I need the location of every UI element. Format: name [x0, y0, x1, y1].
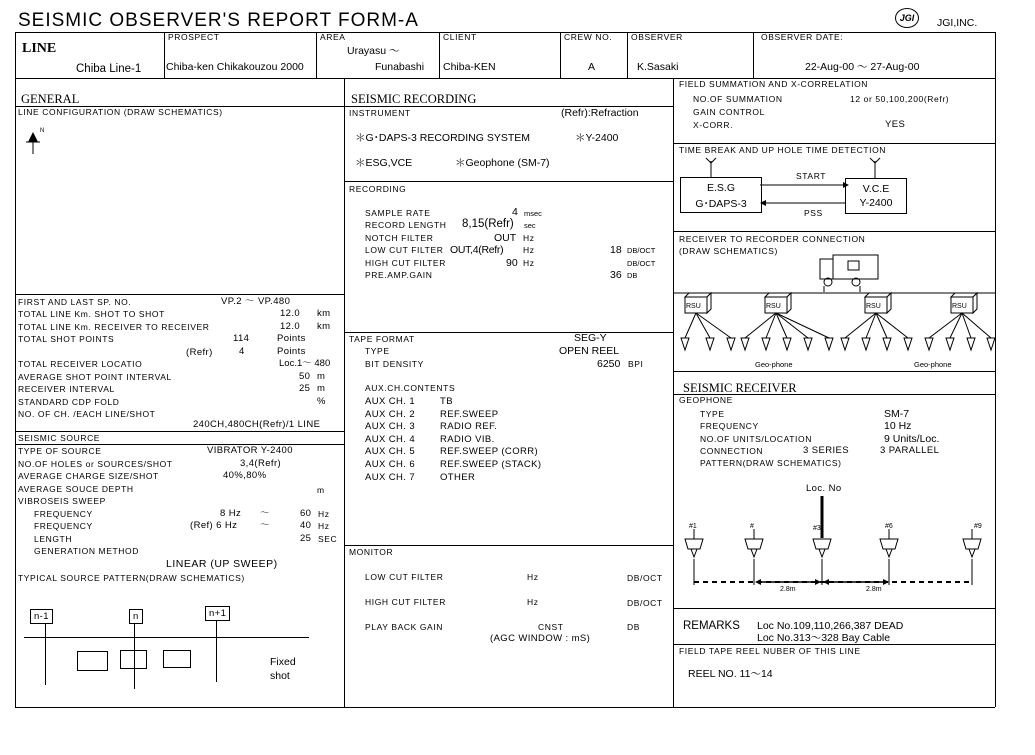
aux-channel-value: RADIO REF. — [440, 421, 498, 433]
freq-label: FREQUENCY — [34, 509, 93, 519]
general-row-value: 4 — [239, 346, 245, 357]
aux-channel-name: AUX CH. 7 — [365, 471, 416, 483]
geophone-1-label: #1 — [689, 523, 697, 530]
nsum-value: 12 or 50,100,200(Refr) — [850, 94, 950, 104]
receiver-schematic — [673, 250, 995, 372]
remarks-label: REMARKS — [683, 620, 740, 632]
pss-label: PSS — [804, 208, 823, 218]
bit-density-unit: BPI — [628, 359, 644, 369]
rcv-freq-label: FREQUENCY — [700, 421, 759, 431]
lowcut-dbunit: DB/OCT — [627, 246, 656, 255]
notch-label: NOTCH FILTER — [365, 233, 434, 243]
esg-sub: G･DAPS-3 — [695, 198, 747, 210]
general-row-label: NO. OF CH. /EACH LINE/SHOT — [18, 409, 156, 419]
gain-label: GAIN CONTROL — [693, 107, 765, 117]
freq-from: 8 Hz — [220, 508, 242, 519]
tape-format-label: TAPE FORMAT — [349, 334, 415, 344]
geophone-label-1: Geo-phone — [755, 360, 793, 369]
mon-highcut-label: HIGH CUT FILTER — [365, 597, 446, 607]
rec-length-unit: sec — [524, 221, 536, 230]
mon-highcut-db: DB/OCT — [627, 598, 663, 608]
receiver-conn-sub: (DRAW SCHEMATICS) — [679, 246, 778, 256]
aux-channel-value: RADIO VIB. — [440, 433, 495, 445]
notch-unit: Hz — [523, 233, 535, 243]
freq-to: 60 — [300, 508, 312, 519]
highcut-dbunit: DB/OCT — [627, 259, 656, 268]
geophone-label-2: Geo-phone — [914, 360, 952, 369]
freq-unit: Hz — [318, 509, 330, 519]
sweep-label: VIBROSEIS SWEEP — [18, 496, 106, 506]
vce-sub: Y-2400 — [859, 197, 893, 209]
reel-value: REEL NO. 11～14 — [688, 668, 773, 680]
inst-4: ＊Geophone (SM-7) — [455, 157, 550, 169]
aux-channel-value: TB — [440, 396, 453, 407]
bit-density-value: 6250 — [597, 358, 621, 370]
length-value: 25 — [300, 533, 312, 544]
aux-title: AUX.CH.CONTENTS — [365, 383, 456, 393]
highcut-unit: Hz — [523, 258, 535, 268]
source-box-3 — [163, 650, 191, 668]
company-name: JGI,INC. — [937, 17, 978, 29]
gen-method-value: LINEAR (UP SWEEP) — [166, 558, 278, 570]
holes-value: 3,4(Refr) — [240, 458, 282, 469]
holes-label: NO.OF HOLES or SOURCES/SHOT — [18, 459, 173, 469]
rsu-2: RSU — [766, 303, 781, 310]
geophone-section-label: GEOPHONE — [679, 395, 733, 405]
aux-channel-name: AUX CH. 6 — [365, 459, 416, 470]
rsu-1: RSU — [686, 303, 701, 310]
general-row-value: Loc.1～ 480 — [279, 358, 331, 369]
general-row-unit: km — [317, 308, 331, 319]
distance-1: 2.8m — [780, 586, 796, 593]
fixed-label-2: shot — [270, 670, 290, 682]
prospect-label: PROSPECT — [168, 32, 220, 42]
lowcut-db: 18 — [610, 244, 622, 256]
freq-tilde: ～ — [260, 508, 270, 519]
tape-format-value: SEG-Y — [574, 332, 607, 344]
lowcut-unit: Hz — [523, 245, 535, 255]
remarks-line-2: Loc No.313～328 Bay Cable — [757, 632, 891, 644]
crew-value: A — [588, 61, 596, 73]
mon-lowcut-unit: Hz — [527, 572, 539, 582]
client-label: CLIENT — [443, 32, 477, 42]
gen-method-label: GENERATION METHOD — [34, 546, 139, 556]
playback-label: PLAY BACK GAIN — [365, 622, 444, 632]
source-box-1 — [77, 651, 108, 671]
prospect-value: Chiba-ken Chikakouzou 2000 — [166, 62, 304, 73]
form-title: SEISMIC OBSERVER'S REPORT FORM-A — [18, 10, 419, 31]
rcv-type-value: SM-7 — [884, 408, 910, 420]
xcorr-label: X-CORR. — [693, 120, 734, 130]
instrument-label: INSTRUMENT — [349, 108, 411, 118]
rcv-units-value: 9 Units/Loc. — [884, 433, 940, 445]
general-row-label: (Refr) — [186, 347, 213, 358]
general-row-label: AVERAGE SHOT POINT INTERVAL — [18, 372, 172, 382]
summation-title: FIELD SUMMATION AND X-CORRELATION — [679, 79, 869, 89]
aux-channel-value: REF.SWEEP (CORR) — [440, 446, 539, 458]
area-value-2: Funabashi — [375, 61, 425, 73]
geophone-pattern — [673, 493, 995, 593]
receiver-conn-title: RECEIVER TO RECORDER CONNECTION — [679, 234, 866, 244]
recording-title: SEISMIC RECORDING — [351, 92, 477, 106]
agc-window: (AGC WINDOW : mS) — [490, 633, 591, 644]
receiver-title: SEISMIC RECEIVER — [683, 381, 797, 395]
fixed-label-1: Fixed — [270, 656, 296, 668]
rcv-conn-parallel: 3 PARALLEL — [880, 445, 940, 456]
general-row-unit: km — [317, 321, 331, 332]
general-row-value: 50 — [299, 371, 311, 382]
general-row-label: TOTAL LINE Km. SHOT TO SHOT — [18, 309, 165, 319]
freq2-label: FREQUENCY — [34, 521, 93, 531]
general-row-label: TOTAL SHOT POINTS — [18, 334, 115, 344]
inst-2: ＊Y-2400 — [575, 132, 619, 144]
tape-type-value: OPEN REEL — [559, 345, 620, 357]
general-row-label: FIRST AND LAST SP. NO. — [18, 297, 132, 307]
lowcut-label: LOW CUT FILTER — [365, 245, 444, 255]
timebreak-title: TIME BREAK AND UP HOLE TIME DETECTION — [679, 145, 887, 155]
jgi-logo: JGI — [895, 8, 919, 28]
refr-note: (Refr):Refraction — [561, 107, 639, 119]
highcut-value: 90 — [506, 257, 518, 269]
aux-channel-value: REF.SWEEP — [440, 408, 499, 420]
source-title: SEISMIC SOURCE — [18, 433, 101, 443]
rec-length-label: RECORD LENGTH — [365, 220, 447, 230]
sample-unit: msec — [524, 209, 542, 218]
charge-label: AVERAGE CHARGE SIZE/SHOT — [18, 471, 159, 481]
rcv-units-label: NO.OF UNITS/LOCATION — [700, 434, 812, 444]
rsu-4: RSU — [952, 303, 967, 310]
sample-label: SAMPLE RATE — [365, 208, 431, 218]
source-type-value: VIBRATOR Y-2400 — [207, 445, 293, 456]
freq2-tilde: ～ — [260, 520, 270, 531]
general-row-label: TOTAL RECEIVER LOCATIO — [18, 360, 143, 369]
rcv-conn-series: 3 SERIES — [803, 445, 849, 456]
channels-value: 240CH,480CH(Refr)/1 LINE — [193, 419, 321, 430]
charge-value: 40%,80% — [223, 470, 267, 481]
aux-channel-name: AUX CH. 1 — [365, 396, 416, 407]
notch-value: OUT — [494, 232, 517, 244]
aux-channel-name: AUX CH. 3 — [365, 421, 416, 433]
rec-length-value: 8,15(Refr) — [462, 218, 514, 230]
length-unit: SEC — [318, 534, 338, 544]
client-value: Chiba-KEN — [443, 61, 496, 73]
mon-lowcut-label: LOW CUT FILTER — [365, 572, 444, 582]
mon-lowcut-db: DB/OCT — [627, 573, 663, 583]
general-row-unit: Points — [277, 346, 306, 357]
observer-label: OBSERVER — [631, 32, 683, 42]
vce-label: V.C.E — [862, 183, 890, 195]
shot-n-plus-1: n+1 — [205, 606, 230, 621]
general-row-value: 12.0 — [280, 321, 301, 332]
north-label: N — [40, 128, 45, 134]
geophone-6-label: #6 — [885, 523, 893, 530]
length-label: LENGTH — [34, 534, 73, 544]
rcv-freq-value: 10 Hz — [884, 420, 912, 432]
inst-3: ＊ESG,VCE — [355, 157, 413, 169]
shot-n-minus-1: n-1 — [30, 609, 53, 624]
observer-value: K.Sasaki — [637, 61, 679, 73]
preamp-label: PRE.AMP.GAIN — [365, 270, 433, 280]
general-row-label: RECEIVER INTERVAL — [18, 384, 115, 394]
recording-label: RECORDING — [349, 184, 407, 194]
aux-channel-value: REF.SWEEP (STACK) — [440, 459, 542, 470]
source-type-label: TYPE OF SOURCE — [18, 446, 102, 456]
general-row-unit: Points — [277, 333, 306, 344]
general-row-value: 12.0 — [280, 308, 301, 319]
highcut-label: HIGH CUT FILTER — [365, 258, 446, 268]
lowcut-value: OUT,4(Refr) — [450, 244, 504, 256]
reel-title: FIELD TAPE REEL NUBER OF THIS LINE — [679, 646, 861, 656]
freq2-from: (Ref) 6 Hz — [190, 520, 238, 531]
shot-n: n — [129, 609, 143, 624]
line-config-label: LINE CONFIGURATION (DRAW SCHEMATICS) — [18, 107, 223, 117]
geophone-3-label: #3 — [813, 525, 821, 532]
depth-unit: m — [317, 485, 325, 495]
general-row-unit: m — [317, 371, 326, 382]
source-box-2 — [120, 650, 147, 669]
general-row-unit: m — [317, 383, 326, 394]
bit-density-label: BIT DENSITY — [365, 359, 424, 369]
general-row-value: 25 — [299, 383, 311, 394]
aux-channel-name: AUX CH. 2 — [365, 408, 416, 420]
general-title: GENERAL — [21, 92, 80, 106]
preamp-value: 36 — [610, 269, 622, 281]
area-label: AREA — [320, 32, 346, 42]
esg-label: E.S.G — [706, 182, 735, 194]
sample-value: 4 — [512, 206, 518, 218]
mon-highcut-unit: Hz — [527, 597, 539, 607]
playback-value: CNST — [538, 622, 564, 632]
playback-unit: DB — [627, 622, 641, 632]
general-row-unit: % — [317, 396, 326, 407]
line-value: Chiba Line-1 — [76, 63, 142, 75]
inst-1: ＊G･DAPS-3 RECORDING SYSTEM — [355, 132, 531, 144]
preamp-unit: DB — [627, 271, 638, 280]
aux-channel-name: AUX CH. 5 — [365, 446, 416, 458]
general-row-label: STANDARD CDP FOLD — [18, 397, 120, 407]
monitor-label: MONITOR — [349, 547, 394, 557]
crew-label: CREW NO. — [564, 32, 613, 42]
aux-channel-value: OTHER — [440, 471, 476, 483]
freq2-to: 40 — [300, 520, 312, 531]
general-row-value: VP.2 ～ VP.480 — [221, 296, 291, 307]
rcv-pattern-label: PATTERN(DRAW SCHEMATICS) — [700, 458, 842, 468]
line-label: LINE — [22, 41, 57, 56]
distance-2: 2.8m — [866, 586, 882, 593]
start-label: START — [796, 171, 827, 181]
date-value: 22-Aug-00 ～ 27-Aug-00 — [805, 61, 920, 73]
remarks-line-1: Loc No.109,110,266,387 DEAD — [757, 620, 904, 632]
geophone-9-label: #9 — [974, 523, 982, 530]
loc-label: Loc. No — [806, 483, 842, 494]
general-row-value: 114 — [233, 333, 250, 344]
rsu-3: RSU — [866, 303, 881, 310]
nsum-label: NO.OF SUMMATION — [693, 94, 783, 104]
timebreak-diagram — [673, 155, 995, 225]
tape-type-label: TYPE — [365, 346, 390, 356]
geophone-2-label: # — [750, 523, 754, 530]
source-pattern-label: TYPICAL SOURCE PATTERN(DRAW SCHEMATICS) — [18, 573, 245, 583]
general-row-label: TOTAL LINE Km. RECEIVER TO RECEIVER — [18, 322, 210, 332]
date-label: OBSERVER DATE: — [761, 32, 844, 42]
rcv-type-label: TYPE — [700, 409, 725, 419]
xcorr-value: YES — [885, 119, 906, 130]
depth-label: AVERAGE SOUCE DEPTH — [18, 484, 134, 494]
rcv-conn-label: CONNECTION — [700, 446, 764, 456]
freq2-unit: Hz — [318, 521, 330, 531]
area-value-1: Urayasu ～ — [347, 45, 400, 57]
aux-channel-name: AUX CH. 4 — [365, 433, 416, 445]
